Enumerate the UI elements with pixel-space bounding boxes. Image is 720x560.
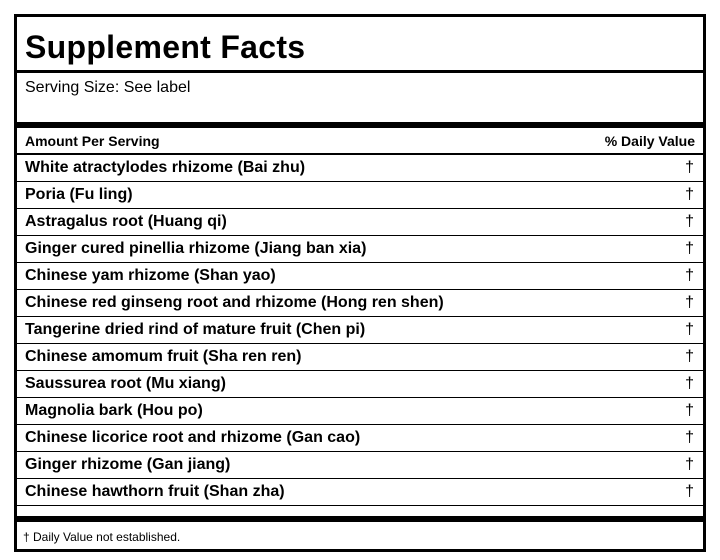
- ingredient-name: Chinese red ginseng root and rhizome (Hong ren shen): [25, 294, 444, 311]
- daily-value-mark: †: [685, 213, 694, 230]
- ingredient-name: Chinese hawthorn fruit (Shan zha): [25, 483, 285, 500]
- ingredient-row: [17, 479, 703, 506]
- daily-value-mark: †: [685, 240, 694, 257]
- serving-size: Serving Size: See label: [25, 79, 191, 96]
- ingredient-name: Ginger cured pinellia rhizome (Jiang ban xia): [25, 240, 367, 257]
- ingredient-row: [17, 155, 703, 182]
- daily-value-mark: †: [685, 186, 694, 203]
- ingredient-name: Ginger rhizome (Gan jiang): [25, 456, 231, 473]
- footnote: † Daily Value not established.: [23, 530, 181, 544]
- column-header-row: [25, 128, 695, 154]
- panel-title: Supplement Facts: [25, 29, 306, 65]
- ingredient-name: Chinese yam rhizome (Shan yao): [25, 267, 276, 284]
- ingredient-name: Chinese amomum fruit (Sha ren ren): [25, 348, 302, 365]
- ingredient-row: [17, 236, 703, 263]
- daily-value-mark: †: [685, 429, 694, 446]
- ingredient-name: Tangerine dried rind of mature fruit (Chen pi): [25, 321, 366, 338]
- ingredient-row: [17, 344, 703, 371]
- daily-value-mark: †: [685, 402, 694, 419]
- amount-per-serving-header: Amount Per Serving: [25, 133, 160, 149]
- thick-divider-bottom: [17, 516, 703, 522]
- ingredient-row: [17, 317, 703, 344]
- ingredient-row: [17, 290, 703, 317]
- ingredient-name: Astragalus root (Huang qi): [25, 213, 227, 230]
- daily-value-mark: †: [685, 375, 694, 392]
- ingredient-row: [17, 398, 703, 425]
- ingredient-list: [17, 155, 703, 506]
- ingredient-name: White atractylodes rhizome (Bai zhu): [25, 159, 306, 176]
- daily-value-mark: †: [685, 321, 694, 338]
- ingredient-row: [17, 209, 703, 236]
- daily-value-mark: †: [685, 294, 694, 311]
- daily-value-mark: †: [685, 348, 694, 365]
- daily-value-mark: †: [685, 483, 694, 500]
- daily-value-mark: †: [685, 456, 694, 473]
- daily-value-header: % Daily Value: [604, 133, 695, 149]
- ingredient-name: Chinese licorice root and rhizome (Gan cao): [25, 429, 361, 446]
- ingredient-name: Poria (Fu ling): [25, 186, 133, 203]
- daily-value-mark: †: [685, 267, 694, 284]
- ingredient-row: [17, 452, 703, 479]
- ingredient-row: [17, 371, 703, 398]
- ingredient-name: Saussurea root (Mu xiang): [25, 375, 226, 392]
- ingredient-row: [17, 182, 703, 209]
- ingredient-row: [17, 425, 703, 452]
- ingredient-name: Magnolia bark (Hou po): [25, 402, 203, 419]
- title-divider: [17, 70, 703, 73]
- supplement-facts-panel: [14, 14, 706, 552]
- ingredient-row: [17, 263, 703, 290]
- daily-value-mark: †: [685, 159, 694, 176]
